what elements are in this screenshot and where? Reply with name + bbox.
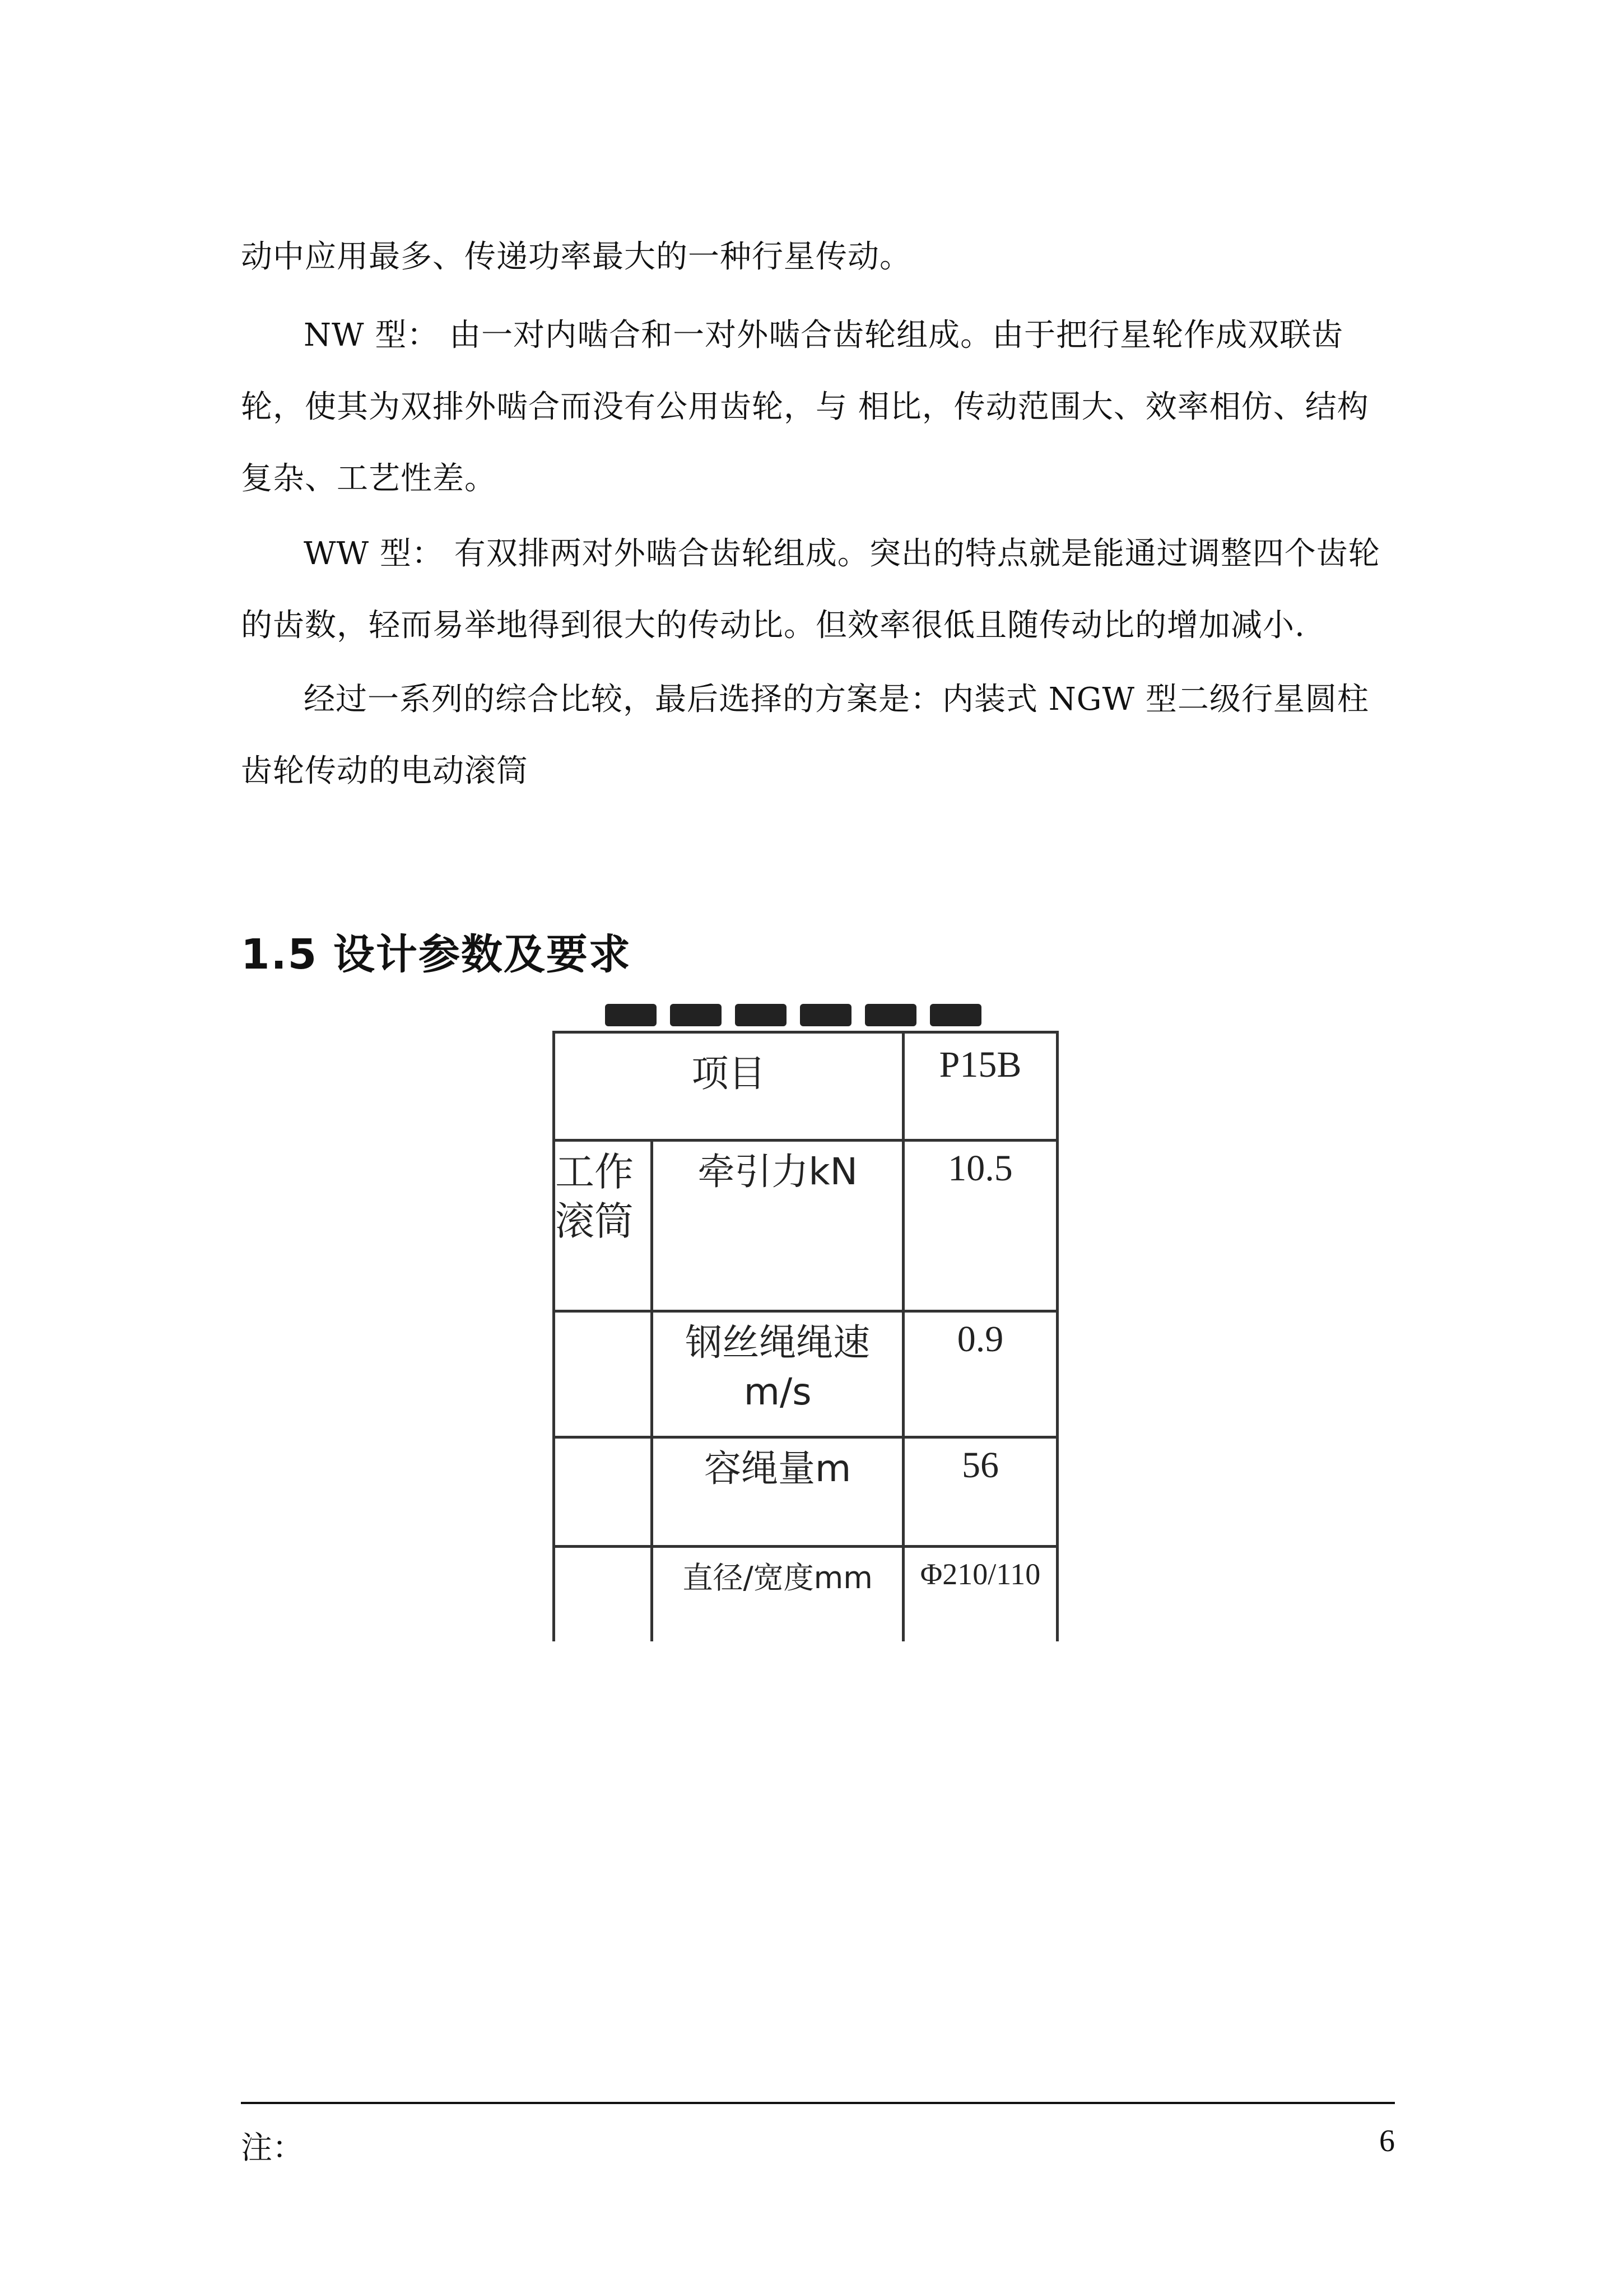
paragraph-ww-type: WW 型： 有双排两对外啮合齿轮组成。突出的特点就是能通过调整四个齿轮的齿数，轻而易举地得到很大的传动比。但效率很低且随传动比的增加减小. [241, 536, 1380, 644]
table-row [554, 1311, 1058, 1437]
paragraph-intro-continuation: 动中应用最多、传递功率最大的一种行星传动。 [241, 239, 911, 275]
footer-divider [241, 2102, 1395, 2104]
param-name-cell: 钢丝绳绳速m/s [652, 1311, 904, 1437]
param-value-cell: Φ210/110 [904, 1547, 1058, 1642]
paragraph-conclusion: 经过一系列的综合比较，最后选择的方案是：内装式 NGW 型二级行星圆柱齿轮传动的电动滚筒 [241, 681, 1369, 789]
clipped-title-fragment [605, 997, 1053, 1026]
page-number: 6 [1379, 2124, 1395, 2158]
paragraph-nw-type: NW 型： 由一对内啮合和一对外啮合齿轮组成。由于把行星轮作成双联齿轮，使其为双排外啮合而没有公用齿轮，与 相比，传动范围大、效率相仿、结构复杂、工艺性差。 [241, 317, 1369, 497]
empty-cell [554, 1437, 652, 1547]
param-value-cell: 56 [904, 1437, 1058, 1547]
header-model-cell: P15B [904, 1032, 1058, 1141]
group-label-cell: 工作滚筒 [554, 1141, 652, 1311]
param-value-cell: 0.9 [904, 1311, 1058, 1437]
param-value-cell: 10.5 [904, 1141, 1058, 1311]
table-row [554, 1437, 1058, 1547]
param-name-cell: 直径/宽度mm [652, 1547, 904, 1642]
empty-cell [554, 1311, 652, 1437]
table-header-row [554, 1032, 1058, 1141]
table-row [554, 1547, 1058, 1642]
param-name-cell: 容绳量m [652, 1437, 904, 1547]
parameter-table [552, 1031, 1059, 1641]
footer-note: 注： [241, 2130, 304, 2166]
table-row [554, 1141, 1058, 1311]
param-name-cell: 牵引力kN [652, 1141, 904, 1311]
empty-cell [554, 1547, 652, 1642]
parameter-table-image [543, 997, 1059, 1641]
section-heading: 1.5 设计参数及要求 [241, 930, 631, 979]
header-item-cell: 项目 [554, 1032, 904, 1141]
